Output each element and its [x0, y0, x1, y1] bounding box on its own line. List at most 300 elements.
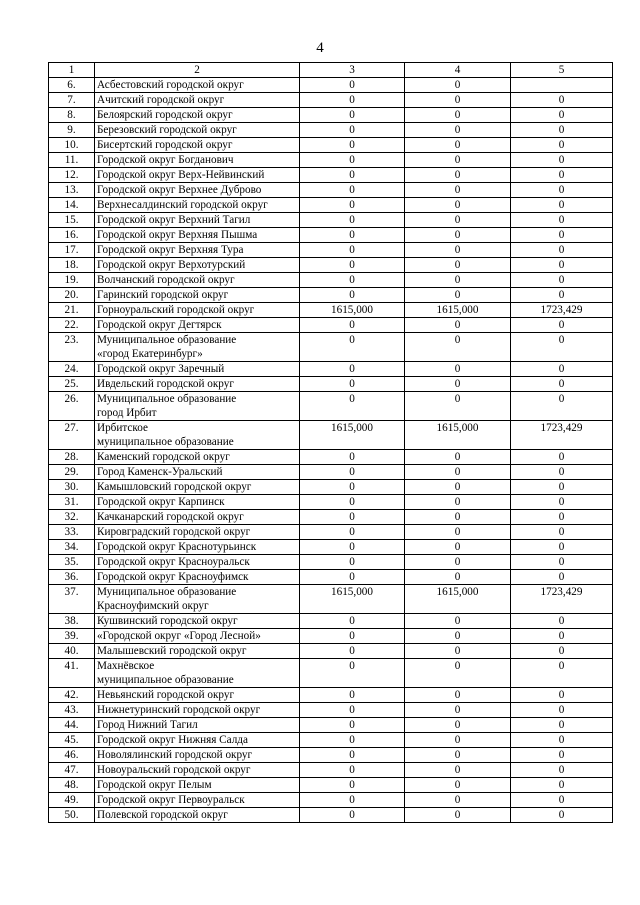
value-cell-c5: 0	[511, 362, 613, 377]
table-row	[49, 570, 613, 585]
value-cell-c4: 0	[405, 733, 511, 748]
municipality-name-line: Городской округ Красноуральск	[97, 556, 250, 568]
value-cell-c4: 1615,000	[405, 303, 511, 318]
value-cell-c3: 0	[300, 392, 405, 421]
value-cell-c4: 0	[405, 273, 511, 288]
value-cell-c4: 0	[405, 228, 511, 243]
municipality-name-line: Городской округ Краснотурьинск	[97, 541, 257, 553]
municipality-name-cell	[95, 808, 300, 823]
row-number: 29.	[49, 465, 95, 480]
value-cell-c3: 0	[300, 228, 405, 243]
table-row	[49, 495, 613, 510]
value-cell-c5: 0	[511, 793, 613, 808]
column-header-5: 5	[511, 63, 613, 78]
row-number: 17.	[49, 243, 95, 258]
value-cell-c5: 0	[511, 273, 613, 288]
municipality-name-line: Верхнесалдинский городской округ	[97, 199, 268, 211]
municipality-name-cell	[95, 303, 300, 318]
municipality-name-line: Бисертский городской округ	[97, 139, 233, 151]
municipality-name-line: Каменский городской округ	[97, 451, 230, 463]
value-cell-c5	[511, 78, 613, 93]
table-row	[49, 585, 613, 614]
value-cell-c5: 0	[511, 123, 613, 138]
row-number: 39.	[49, 629, 95, 644]
row-number: 19.	[49, 273, 95, 288]
value-cell-c4: 0	[405, 540, 511, 555]
table-row	[49, 763, 613, 778]
value-cell-c3: 0	[300, 318, 405, 333]
value-cell-c5: 0	[511, 108, 613, 123]
municipality-name-cell	[95, 688, 300, 703]
column-header-3: 3	[300, 63, 405, 78]
table-row	[49, 793, 613, 808]
value-cell-c3: 1615,000	[300, 421, 405, 450]
value-cell-c4: 0	[405, 808, 511, 823]
value-cell-c4: 0	[405, 629, 511, 644]
value-cell-c3: 0	[300, 644, 405, 659]
municipality-name-line: Горноуральский городской округ	[97, 304, 255, 316]
value-cell-c3: 0	[300, 510, 405, 525]
table-row	[49, 465, 613, 480]
table-row	[49, 450, 613, 465]
municipality-name-line: Городской округ Верхняя Пышма	[97, 229, 258, 241]
table-row	[49, 718, 613, 733]
municipality-name-line: Березовский городской округ	[97, 124, 237, 136]
municipality-name-line: муниципальное образование	[97, 674, 234, 686]
table-row	[49, 555, 613, 570]
row-number: 35.	[49, 555, 95, 570]
value-cell-c3: 0	[300, 78, 405, 93]
row-number: 40.	[49, 644, 95, 659]
value-cell-c4: 0	[405, 198, 511, 213]
municipality-name-line: Ивдельский городской округ	[97, 378, 234, 390]
value-cell-c4: 0	[405, 718, 511, 733]
municipality-name-line: Полевской городской округ	[97, 809, 228, 821]
value-cell-c3: 0	[300, 688, 405, 703]
municipality-name-line: Муниципальное образование	[97, 393, 237, 405]
municipality-name-cell	[95, 123, 300, 138]
value-cell-c3: 0	[300, 273, 405, 288]
value-cell-c4: 0	[405, 213, 511, 228]
municipality-name-cell	[95, 763, 300, 778]
row-number: 15.	[49, 213, 95, 228]
municipality-name-line: муниципальное образование	[97, 436, 234, 448]
value-cell-c5: 0	[511, 688, 613, 703]
row-number: 47.	[49, 763, 95, 778]
municipality-name-line: Городской округ Верхотурский	[97, 259, 246, 271]
value-cell-c4: 0	[405, 123, 511, 138]
value-cell-c3: 0	[300, 450, 405, 465]
municipality-name-line: Городской округ Богданович	[97, 154, 234, 166]
table-row	[49, 644, 613, 659]
table-row	[49, 123, 613, 138]
value-cell-c5: 0	[511, 288, 613, 303]
table-row	[49, 78, 613, 93]
value-cell-c3: 0	[300, 659, 405, 688]
table-row	[49, 614, 613, 629]
value-cell-c3: 0	[300, 183, 405, 198]
value-cell-c3: 0	[300, 333, 405, 362]
municipality-name-cell	[95, 198, 300, 213]
municipality-name-cell	[95, 555, 300, 570]
row-number: 45.	[49, 733, 95, 748]
table-row	[49, 198, 613, 213]
row-number: 46.	[49, 748, 95, 763]
municipality-name-line: город Ирбит	[97, 407, 157, 419]
municipality-name-line: Волчанский городской округ	[97, 274, 235, 286]
municipality-name-cell	[95, 333, 300, 362]
value-cell-c3: 0	[300, 495, 405, 510]
municipality-name-line: Новолялинский городской округ	[97, 749, 253, 761]
value-cell-c5: 0	[511, 243, 613, 258]
row-number: 30.	[49, 480, 95, 495]
value-cell-c4: 0	[405, 93, 511, 108]
row-number: 37.	[49, 585, 95, 614]
value-cell-c4: 0	[405, 495, 511, 510]
municipality-name-cell	[95, 377, 300, 392]
value-cell-c3: 0	[300, 465, 405, 480]
row-number: 9.	[49, 123, 95, 138]
value-cell-c5: 0	[511, 153, 613, 168]
municipality-name-line: Городской округ Заречный	[97, 363, 225, 375]
value-cell-c3: 0	[300, 540, 405, 555]
row-number: 23.	[49, 333, 95, 362]
value-cell-c3: 0	[300, 570, 405, 585]
value-cell-c3: 0	[300, 198, 405, 213]
value-cell-c5: 0	[511, 333, 613, 362]
value-cell-c5: 0	[511, 258, 613, 273]
municipality-name-line: Асбестовский городской округ	[97, 79, 244, 91]
value-cell-c3: 0	[300, 525, 405, 540]
municipality-name-line: Муниципальное образование	[97, 334, 237, 346]
row-number: 20.	[49, 288, 95, 303]
table-row	[49, 525, 613, 540]
value-cell-c4: 0	[405, 465, 511, 480]
municipality-name-line: Городской округ Нижняя Салда	[97, 734, 248, 746]
row-number: 41.	[49, 659, 95, 688]
table-row	[49, 362, 613, 377]
municipality-name-cell	[95, 228, 300, 243]
municipality-name-line: Городской округ Верхнее Дуброво	[97, 184, 262, 196]
row-number: 49.	[49, 793, 95, 808]
municipality-name-cell	[95, 629, 300, 644]
municipality-name-cell	[95, 644, 300, 659]
municipality-name-cell	[95, 793, 300, 808]
municipality-name-line: Город Нижний Тагил	[97, 719, 198, 731]
value-cell-c5: 0	[511, 614, 613, 629]
value-cell-c4: 0	[405, 392, 511, 421]
row-number: 36.	[49, 570, 95, 585]
row-number: 48.	[49, 778, 95, 793]
value-cell-c5: 0	[511, 213, 613, 228]
value-cell-c5: 0	[511, 318, 613, 333]
table-row	[49, 258, 613, 273]
value-cell-c3: 0	[300, 555, 405, 570]
table-row	[49, 808, 613, 823]
municipality-name-line: Городской округ Карпинск	[97, 496, 225, 508]
municipality-name-line: Махнёвское	[97, 660, 155, 672]
municipality-name-cell	[95, 168, 300, 183]
table-row	[49, 318, 613, 333]
row-number: 25.	[49, 377, 95, 392]
table-row	[49, 288, 613, 303]
value-cell-c3: 0	[300, 778, 405, 793]
municipality-name-line: Городской округ Верхний Тагил	[97, 214, 251, 226]
municipality-name-cell	[95, 78, 300, 93]
municipality-name-cell	[95, 510, 300, 525]
table-row	[49, 333, 613, 362]
value-cell-c4: 0	[405, 138, 511, 153]
value-cell-c4: 0	[405, 480, 511, 495]
value-cell-c4: 1615,000	[405, 585, 511, 614]
municipality-name-cell	[95, 93, 300, 108]
value-cell-c5: 0	[511, 183, 613, 198]
municipality-name-cell	[95, 480, 300, 495]
row-number: 50.	[49, 808, 95, 823]
table-row	[49, 213, 613, 228]
row-number: 13.	[49, 183, 95, 198]
municipality-name-line: Городской округ Верх-Нейвинский	[97, 169, 265, 181]
value-cell-c5: 0	[511, 629, 613, 644]
municipality-name-cell	[95, 525, 300, 540]
municipality-name-cell	[95, 421, 300, 450]
municipality-name-line: Кушвинский городской округ	[97, 615, 238, 627]
allocation-table	[48, 62, 613, 823]
value-cell-c5: 0	[511, 733, 613, 748]
municipality-name-line: Городской округ Красноуфимск	[97, 571, 249, 583]
municipality-name-cell	[95, 778, 300, 793]
value-cell-c5: 1723,429	[511, 585, 613, 614]
row-number: 43.	[49, 703, 95, 718]
municipality-name-line: Камышловский городской округ	[97, 481, 252, 493]
value-cell-c4: 0	[405, 659, 511, 688]
value-cell-c5: 0	[511, 570, 613, 585]
value-cell-c4: 0	[405, 377, 511, 392]
municipality-name-cell	[95, 450, 300, 465]
municipality-name-line: Городской округ Верхняя Тура	[97, 244, 244, 256]
table-row	[49, 540, 613, 555]
row-number: 26.	[49, 392, 95, 421]
table-row	[49, 138, 613, 153]
value-cell-c5: 0	[511, 748, 613, 763]
value-cell-c3: 1615,000	[300, 303, 405, 318]
value-cell-c5: 0	[511, 93, 613, 108]
municipality-name-line: Малышевский городской округ	[97, 645, 247, 657]
value-cell-c5: 0	[511, 168, 613, 183]
value-cell-c3: 0	[300, 93, 405, 108]
row-number: 14.	[49, 198, 95, 213]
value-cell-c5: 0	[511, 644, 613, 659]
value-cell-c3: 0	[300, 123, 405, 138]
row-number: 10.	[49, 138, 95, 153]
municipality-name-line: Гаринский городской округ	[97, 289, 229, 301]
value-cell-c4: 0	[405, 183, 511, 198]
row-number: 24.	[49, 362, 95, 377]
table-row	[49, 421, 613, 450]
table-row	[49, 659, 613, 688]
value-cell-c5: 0	[511, 763, 613, 778]
value-cell-c4: 0	[405, 703, 511, 718]
value-cell-c4: 0	[405, 510, 511, 525]
table-row	[49, 688, 613, 703]
table-row	[49, 243, 613, 258]
value-cell-c4: 0	[405, 258, 511, 273]
value-cell-c4: 0	[405, 748, 511, 763]
municipality-name-cell	[95, 273, 300, 288]
table-row	[49, 392, 613, 421]
municipality-name-cell	[95, 362, 300, 377]
value-cell-c5: 0	[511, 495, 613, 510]
table-row	[49, 228, 613, 243]
value-cell-c4: 0	[405, 78, 511, 93]
value-cell-c3: 0	[300, 703, 405, 718]
row-number: 22.	[49, 318, 95, 333]
value-cell-c4: 0	[405, 614, 511, 629]
value-cell-c3: 0	[300, 258, 405, 273]
value-cell-c4: 0	[405, 333, 511, 362]
row-number: 7.	[49, 93, 95, 108]
value-cell-c3: 0	[300, 629, 405, 644]
value-cell-c5: 0	[511, 138, 613, 153]
value-cell-c4: 0	[405, 793, 511, 808]
value-cell-c5: 0	[511, 450, 613, 465]
table-row	[49, 629, 613, 644]
column-number-row	[49, 63, 613, 78]
municipality-name-cell	[95, 108, 300, 123]
row-number: 6.	[49, 78, 95, 93]
value-cell-c5: 0	[511, 808, 613, 823]
municipality-name-line: Качканарский городской округ	[97, 511, 244, 523]
value-cell-c4: 0	[405, 778, 511, 793]
row-number: 38.	[49, 614, 95, 629]
value-cell-c3: 0	[300, 108, 405, 123]
municipality-name-line: Городской округ Пелым	[97, 779, 212, 791]
value-cell-c4: 0	[405, 555, 511, 570]
value-cell-c3: 0	[300, 718, 405, 733]
value-cell-c5: 1723,429	[511, 303, 613, 318]
municipality-name-line: Нижнетуринский городской округ	[97, 704, 261, 716]
value-cell-c3: 0	[300, 168, 405, 183]
municipality-name-line: Ачитский городской округ	[97, 94, 225, 106]
row-number: 27.	[49, 421, 95, 450]
table-row	[49, 168, 613, 183]
municipality-name-line: «город Екатеринбург»	[97, 348, 203, 360]
table-row	[49, 480, 613, 495]
value-cell-c5: 0	[511, 555, 613, 570]
municipality-name-cell	[95, 243, 300, 258]
municipality-name-line: Город Каменск-Уральский	[97, 466, 223, 478]
municipality-name-cell	[95, 540, 300, 555]
table-row	[49, 748, 613, 763]
municipality-name-line: Невьянский городской округ	[97, 689, 235, 701]
table-row	[49, 303, 613, 318]
value-cell-c4: 0	[405, 108, 511, 123]
table-row	[49, 510, 613, 525]
municipality-name-line: Красноуфимский округ	[97, 600, 209, 612]
value-cell-c3: 0	[300, 733, 405, 748]
municipality-name-cell	[95, 718, 300, 733]
municipality-name-cell	[95, 495, 300, 510]
value-cell-c3: 0	[300, 748, 405, 763]
row-number: 8.	[49, 108, 95, 123]
municipality-name-cell	[95, 703, 300, 718]
row-number: 42.	[49, 688, 95, 703]
value-cell-c3: 0	[300, 793, 405, 808]
row-number: 11.	[49, 153, 95, 168]
value-cell-c4: 0	[405, 688, 511, 703]
municipality-name-cell	[95, 465, 300, 480]
value-cell-c5: 0	[511, 703, 613, 718]
value-cell-c5: 0	[511, 465, 613, 480]
value-cell-c5: 0	[511, 480, 613, 495]
value-cell-c3: 0	[300, 288, 405, 303]
municipality-name-cell	[95, 392, 300, 421]
row-number: 31.	[49, 495, 95, 510]
municipality-name-cell	[95, 614, 300, 629]
municipality-name-cell	[95, 318, 300, 333]
row-number: 34.	[49, 540, 95, 555]
value-cell-c3: 1615,000	[300, 585, 405, 614]
table-row	[49, 108, 613, 123]
municipality-name-cell	[95, 570, 300, 585]
municipality-name-cell	[95, 183, 300, 198]
value-cell-c4: 1615,000	[405, 421, 511, 450]
value-cell-c5: 1723,429	[511, 421, 613, 450]
value-cell-c3: 0	[300, 480, 405, 495]
table-row	[49, 703, 613, 718]
value-cell-c5: 0	[511, 198, 613, 213]
municipality-name-line: Ирбитское	[97, 422, 148, 434]
value-cell-c5: 0	[511, 392, 613, 421]
column-header-1: 1	[49, 63, 95, 78]
table-row	[49, 153, 613, 168]
row-number: 12.	[49, 168, 95, 183]
municipality-name-cell	[95, 748, 300, 763]
municipality-name-line: Муниципальное образование	[97, 586, 237, 598]
row-number: 33.	[49, 525, 95, 540]
value-cell-c4: 0	[405, 243, 511, 258]
value-cell-c5: 0	[511, 718, 613, 733]
row-number: 21.	[49, 303, 95, 318]
municipality-name-cell	[95, 288, 300, 303]
value-cell-c4: 0	[405, 153, 511, 168]
table-row	[49, 183, 613, 198]
municipality-name-cell	[95, 585, 300, 614]
municipality-name-line: Городской округ Дегтярск	[97, 319, 222, 331]
row-number: 18.	[49, 258, 95, 273]
value-cell-c4: 0	[405, 288, 511, 303]
value-cell-c5: 0	[511, 659, 613, 688]
value-cell-c5: 0	[511, 510, 613, 525]
page-number: 4	[316, 40, 324, 56]
value-cell-c4: 0	[405, 763, 511, 778]
table-row	[49, 93, 613, 108]
column-header-2: 2	[95, 63, 300, 78]
municipality-name-cell	[95, 138, 300, 153]
value-cell-c5: 0	[511, 540, 613, 555]
municipality-name-line: Кировградский городской округ	[97, 526, 251, 538]
value-cell-c3: 0	[300, 138, 405, 153]
municipality-name-cell	[95, 733, 300, 748]
value-cell-c4: 0	[405, 318, 511, 333]
value-cell-c4: 0	[405, 168, 511, 183]
municipality-name-line: Белоярский городской округ	[97, 109, 233, 121]
value-cell-c4: 0	[405, 644, 511, 659]
municipality-name-line: «Городской округ «Город Лесной»	[97, 630, 261, 642]
table-row	[49, 273, 613, 288]
table-row	[49, 733, 613, 748]
value-cell-c5: 0	[511, 525, 613, 540]
